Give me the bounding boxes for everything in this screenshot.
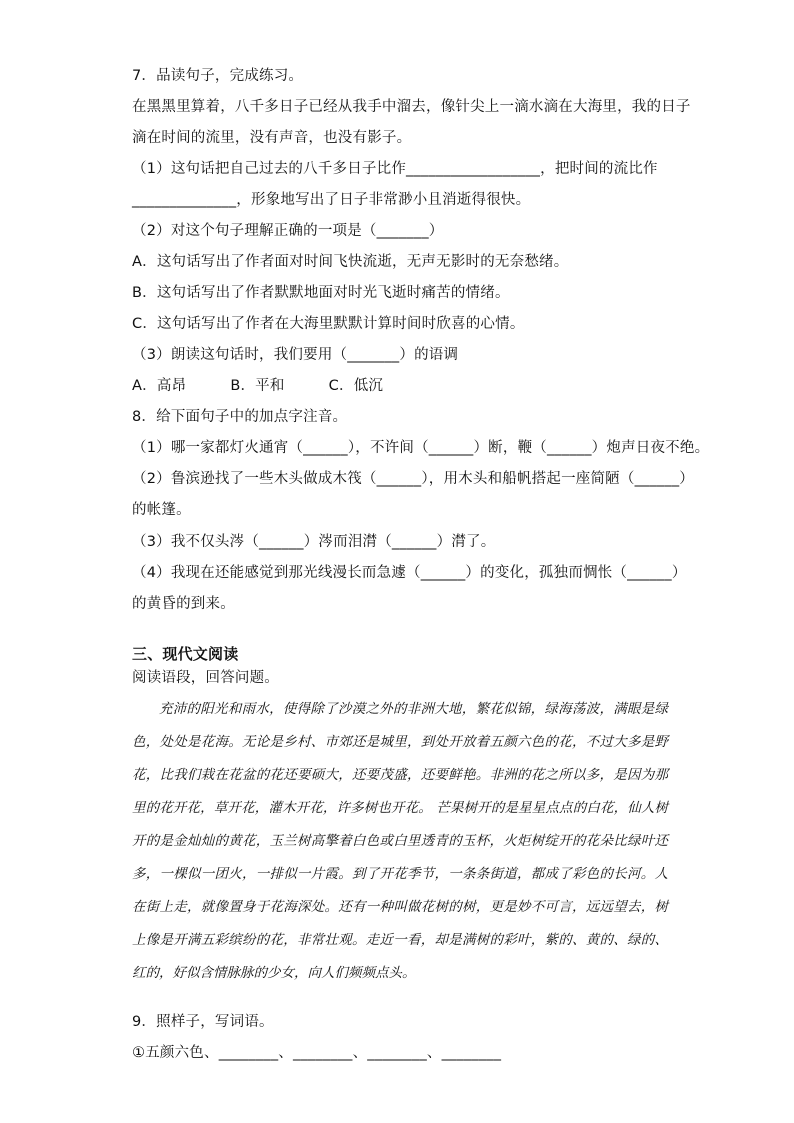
- q7-part2-option-b: B．这句话写出了作者默默地面对时光飞逝时痛苦的情绪。: [132, 285, 510, 301]
- q8-sentence4-line2: 的黄昏的到来。: [132, 596, 235, 612]
- q8-title: 8．给下面句子中的加点字注音。: [132, 409, 348, 425]
- q8-sentence2-line1: （2）鲁滨逊找了一些木头做成木筏（______），用木头和船帆搭起一座简陋（______）: [132, 471, 694, 487]
- q7-sentence-line2: 滴在时间的流里，没有声音，也没有影子。: [132, 130, 412, 146]
- section3-heading: 三、现代文阅读: [132, 645, 239, 663]
- q7-part3-stem: （3）朗读这句话时，我们要用（_______）的语调: [132, 347, 459, 363]
- q9-title: 9．照样子，写词语。: [132, 1014, 274, 1030]
- q7-part3-options: A．高昂 B．平和 C．低沉: [132, 378, 384, 394]
- q7-sentence-line1: 在黑黑里算着，八千多日子已经从我手中溜去，像针尖上一滴水滴在大海里，我的日子: [132, 99, 691, 115]
- q7-title: 7．品读句子，完成练习。: [132, 68, 304, 84]
- section3-instruction: 阅读语段，回答问题。: [132, 670, 279, 686]
- q7-part1-line1: （1）这句话把自己过去的八千多日子比作__________________，把时间的流比作: [132, 161, 658, 177]
- q8-sentence1: （1）哪一家都灯火通宵（______），不许间（______）断，鞭（______）炮声日夜不绝。: [132, 440, 710, 456]
- q7-part1-line2: ______________，形象地写出了日子非常渺小且消逝得很快。: [132, 192, 531, 208]
- q7-part2-option-c: C．这句话写出了作者在大海里默默计算时间时欣喜的心情。: [132, 316, 525, 332]
- q9-item1: ①五颜六色、________、________、________、________: [132, 1045, 502, 1061]
- q7-part2-stem: （2）对这个句子理解正确的一项是（_______）: [132, 223, 444, 239]
- q7-part2-option-a: A．这句话写出了作者面对时间飞快流逝，无声无影时的无奈愁绪。: [132, 254, 569, 270]
- q8-sentence3: （3）我不仅头涔（______）涔而泪潸（______）潸了。: [132, 534, 496, 550]
- passage-text: 充沛的阳光和雨水，使得除了沙漠之外的非洲大地，繁花似锦，绿海荡波，满眼是绿色，处处是花海。无论是乡村、市郊还是城里，到处开放着五颜六色的花，不过大多是野花，比我们栽在花盆的花还要硕大，还要茂盛，还要鲜艳。非洲的花之所以多，是因为那里的花开花，草开花，灌木开花，许多树也开花。 芒果树开的是星星点点的白花，仙人树开的是金灿灿的黄花，玉兰树高擎着白色或白里透青的玉杯，火炬树绽开的花朵比绿叶还多，一棵似一团火，一排似一片霞。到了开花季节，一条条街道，都成了彩色的长河。人在街上走，就像置身于花海深处。还有一种叫做花树的树，更是妙不可言，远远望去，树上像是开满五彩缤纷的花，非常壮观。走近一看，却是满树的彩叶，紫的、黄的、绿的、红的，好似含情脉脉的少女，向人们频频点头。: [132, 701, 668, 981]
- q8-sentence2-line2: 的帐篷。: [132, 502, 191, 518]
- q8-sentence4-line1: （4）我现在还能感觉到那光线漫长而急遽（______）的变化，孤独而惆怅（______）: [132, 565, 687, 581]
- reading-passage: [132, 693, 668, 990]
